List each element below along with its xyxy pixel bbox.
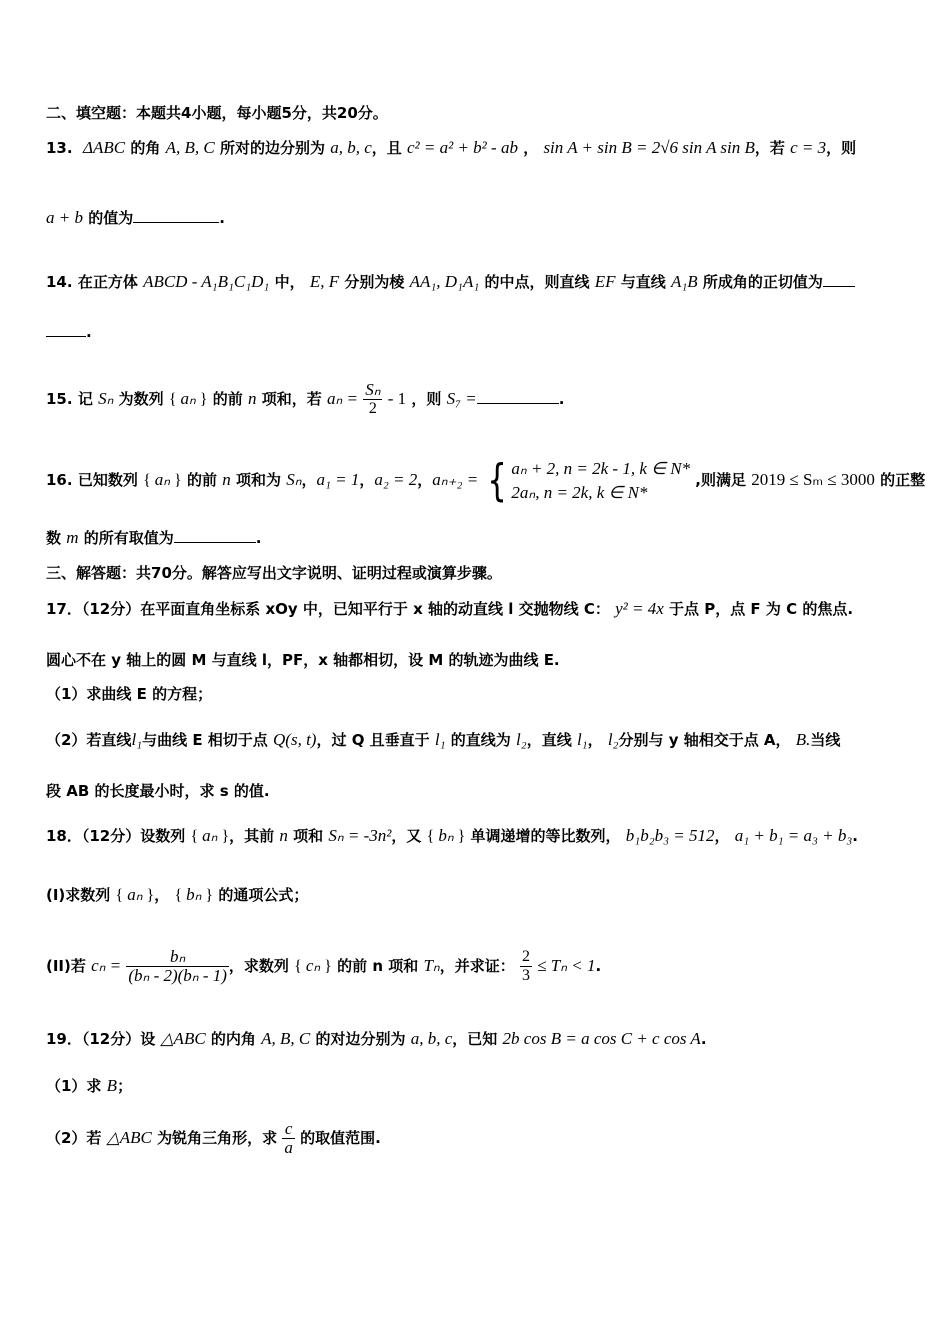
text: . bbox=[700, 1030, 707, 1048]
case-even: 2aₙ, n = 2k, k ∈ N* bbox=[511, 482, 648, 502]
math: a, b, c bbox=[330, 138, 372, 157]
denominator: 3 bbox=[521, 967, 530, 984]
text: ，直线 bbox=[526, 731, 572, 749]
text: 的正整 bbox=[880, 471, 926, 489]
text: 与曲线 E 相切于点 bbox=[142, 731, 268, 749]
text: 在正方体 bbox=[77, 273, 138, 291]
text: 的所有取值为 bbox=[83, 529, 174, 547]
math: l₂ bbox=[516, 730, 527, 749]
text: ， bbox=[301, 471, 317, 489]
math: Sₙ bbox=[286, 470, 302, 489]
math: a₁ + b₁ = a₃ + b₃ bbox=[734, 826, 853, 845]
question-19-line1 bbox=[46, 1029, 916, 1049]
text: 18．（12分）设数列 bbox=[46, 827, 186, 845]
question-17-part2-line1 bbox=[46, 730, 916, 750]
text: 的前 bbox=[186, 471, 217, 489]
question-number: 13. bbox=[46, 139, 73, 157]
math: a + b bbox=[46, 208, 83, 227]
question-13-line2 bbox=[46, 208, 916, 228]
text: 17．（12分）在平面直角坐标系 xOy 中，已知平行于 x 轴的动直线 l 交抛物线 C： bbox=[46, 600, 610, 618]
sequence-braces: { cₙ } bbox=[294, 956, 332, 975]
sequence-braces: { aₙ } bbox=[143, 470, 182, 489]
math: m bbox=[66, 528, 79, 547]
text: （2）若 bbox=[46, 1129, 102, 1147]
math: AA₁, D₁A₁ bbox=[409, 272, 480, 291]
question-13-line1 bbox=[46, 138, 916, 158]
math: cₙ = bbox=[91, 956, 122, 975]
text: 的前 n 项和 bbox=[337, 957, 419, 975]
question-17-line2: 圆心不在 y 轴上的圆 M 与直线 l，PF，x 轴都相切，设 M 的轨迹为曲线 E. bbox=[46, 651, 560, 669]
math: n bbox=[279, 826, 288, 845]
math: b₁b₂b₃ = 512 bbox=[625, 826, 715, 845]
math: sin A + sin B = 2√6 sin A sin B bbox=[543, 138, 755, 157]
section-header-solutions: 三、解答题：共70分。解答应写出文字说明、证明过程或演算步骤。 bbox=[46, 564, 502, 582]
math: n bbox=[247, 389, 257, 408]
question-18-part1 bbox=[46, 885, 916, 906]
answer-blank[interactable] bbox=[477, 391, 559, 404]
math: E, F bbox=[309, 272, 340, 291]
text: 项和为 bbox=[235, 471, 281, 489]
text: ，其前 bbox=[229, 827, 275, 845]
math: EF bbox=[594, 272, 616, 291]
sequence-braces: { aₙ } bbox=[190, 826, 230, 845]
question-number: 14. bbox=[46, 273, 73, 291]
text: ， bbox=[154, 886, 170, 904]
denominator: a bbox=[284, 1138, 293, 1157]
text: 的内角 bbox=[210, 1030, 256, 1048]
sequence-braces: { bₙ } bbox=[174, 885, 214, 904]
math: △ABC bbox=[106, 1128, 152, 1147]
math: a₁ = 1 bbox=[316, 470, 360, 489]
text: ，则 bbox=[411, 390, 442, 408]
math: l₁ bbox=[131, 730, 143, 749]
text: 19．（12分）设 bbox=[46, 1030, 156, 1048]
math: y² = 4x bbox=[615, 599, 664, 618]
text: 分别为棱 bbox=[344, 273, 405, 291]
text: ，又 bbox=[391, 827, 422, 845]
math: bₙ bbox=[438, 826, 454, 845]
question-17-part2-line2: 段 AB 的长度最小时，求 s 的值. bbox=[46, 782, 270, 800]
text: ， bbox=[714, 827, 730, 845]
text: ， bbox=[587, 731, 603, 749]
text: 已知数列 bbox=[77, 471, 138, 489]
text: ，过 Q 且垂直于 bbox=[316, 731, 430, 749]
text: . bbox=[852, 827, 858, 845]
question-15 bbox=[46, 381, 916, 418]
math: c = 3 bbox=[790, 138, 827, 157]
text: 为锐角三角形，求 bbox=[157, 1129, 278, 1147]
text: ， bbox=[523, 139, 539, 157]
text: ，且 bbox=[371, 139, 402, 157]
math: △ABC bbox=[160, 1029, 206, 1048]
math: ≤ Tₙ < 1 bbox=[537, 956, 596, 975]
question-16-line1 bbox=[46, 454, 926, 506]
math: l₁ bbox=[576, 730, 588, 749]
question-18-line1 bbox=[46, 826, 916, 847]
text: ，求数列 bbox=[228, 957, 289, 975]
sequence-braces: { bₙ } bbox=[426, 826, 466, 845]
text: (I)求数列 bbox=[46, 886, 111, 904]
math: c² = a² + b² - ab bbox=[407, 138, 518, 157]
text: 的通项公式； bbox=[218, 886, 309, 904]
text: 的直线为 bbox=[450, 731, 511, 749]
math: cₙ bbox=[305, 956, 321, 975]
question-17-part1: （1）求曲线 E 的方程； bbox=[46, 685, 213, 703]
text: 项和 bbox=[293, 827, 324, 845]
math: Sₙ = -3n² bbox=[328, 826, 392, 845]
math: l₁ bbox=[434, 730, 446, 749]
math: Tₙ bbox=[423, 956, 440, 975]
text: 为数列 bbox=[118, 390, 164, 408]
math: aₙ = bbox=[326, 389, 358, 408]
math: aₙ₊₂ = bbox=[432, 470, 479, 489]
numerator: c bbox=[282, 1120, 295, 1139]
piecewise-cases bbox=[511, 457, 690, 505]
case-odd: aₙ + 2, n = 2k - 1, k ∈ N* bbox=[511, 458, 691, 478]
text: 当线 bbox=[810, 731, 841, 749]
math: A₁B bbox=[671, 272, 698, 291]
math: B bbox=[106, 1076, 118, 1095]
text: 的角 bbox=[130, 139, 161, 157]
question-19-part2 bbox=[46, 1116, 916, 1160]
text: . bbox=[558, 390, 565, 408]
text: 与直线 bbox=[620, 273, 666, 291]
question-14-line2 bbox=[46, 322, 916, 342]
sequence-braces: { aₙ } bbox=[168, 389, 208, 408]
text: 所成角的正切值为 bbox=[702, 273, 823, 291]
math: ΔABC bbox=[83, 138, 126, 157]
text: ，并求证： bbox=[439, 957, 515, 975]
math: n bbox=[222, 470, 231, 489]
question-number: 15. bbox=[46, 390, 73, 408]
text: 数 bbox=[46, 529, 62, 547]
text: （1）求 bbox=[46, 1077, 102, 1095]
answer-blank[interactable] bbox=[823, 274, 855, 287]
text: ,则满足 bbox=[695, 471, 746, 489]
text: . bbox=[595, 957, 602, 975]
text: 的对边分别为 bbox=[315, 1030, 406, 1048]
text: . bbox=[219, 209, 225, 227]
fraction bbox=[126, 948, 229, 985]
math: 2019 ≤ Sₘ ≤ 3000 bbox=[751, 470, 875, 489]
math: aₙ bbox=[154, 470, 171, 489]
text: 分别与 y 轴相交于点 A， bbox=[618, 731, 791, 749]
section-header-fill-in: 二、填空题：本题共4小题，每小题5分，共20分。 bbox=[46, 104, 388, 122]
text: 记 bbox=[77, 390, 93, 408]
question-16-line2 bbox=[46, 528, 916, 548]
denominator: (bₙ - 2)(bₙ - 1) bbox=[128, 966, 227, 985]
text: 项和，若 bbox=[261, 390, 322, 408]
math: Sₙ bbox=[98, 389, 114, 408]
answer-blank[interactable] bbox=[46, 324, 86, 337]
text: 的值为 bbox=[88, 209, 134, 227]
math: A, B, C bbox=[165, 138, 215, 157]
math: ABCD - A₁B₁C₁D₁ bbox=[143, 272, 270, 291]
text: 单调递增的等比数列， bbox=[470, 827, 621, 845]
left-brace: { bbox=[487, 454, 508, 506]
text: ； bbox=[117, 1077, 133, 1095]
text: ，则 bbox=[826, 139, 857, 157]
sequence-braces: { aₙ } bbox=[115, 885, 155, 904]
text: 的中点，则直线 bbox=[484, 273, 590, 291]
text: 所对的边分别为 bbox=[219, 139, 325, 157]
math: aₙ bbox=[127, 885, 143, 904]
fraction bbox=[363, 381, 382, 418]
math: Q(s, t) bbox=[273, 730, 317, 749]
denominator: 2 bbox=[368, 400, 377, 417]
math: aₙ bbox=[180, 389, 196, 408]
text: ，已知 bbox=[452, 1030, 498, 1048]
answer-blank[interactable] bbox=[174, 530, 256, 543]
math: aₙ bbox=[202, 826, 218, 845]
math: l₂ bbox=[607, 730, 619, 749]
numerator: 2 bbox=[521, 948, 530, 965]
math: 2b cos B = a cos C + c cos A bbox=[502, 1029, 701, 1048]
question-18-part2 bbox=[46, 944, 916, 988]
text: (II)若 bbox=[46, 957, 86, 975]
math: S₇ = bbox=[446, 389, 477, 408]
text: 于点 P，点 F 为 C 的焦点. bbox=[668, 600, 854, 618]
text: . bbox=[86, 323, 92, 341]
math: a₂ = 2 bbox=[374, 470, 418, 489]
math: B. bbox=[795, 730, 811, 749]
numerator: bₙ bbox=[126, 948, 229, 967]
fraction bbox=[520, 948, 532, 985]
question-14-line1 bbox=[46, 272, 916, 292]
answer-blank[interactable] bbox=[133, 210, 219, 223]
question-17-line1 bbox=[46, 599, 916, 619]
math: - 1 bbox=[387, 389, 407, 408]
text: 的取值范围. bbox=[300, 1129, 381, 1147]
numerator: Sₙ bbox=[365, 380, 381, 399]
math: A, B, C bbox=[261, 1029, 311, 1048]
text: ， bbox=[359, 471, 375, 489]
text: ，若 bbox=[754, 139, 785, 157]
text: 中， bbox=[274, 273, 305, 291]
math: a, b, c bbox=[410, 1029, 453, 1048]
text: 的前 bbox=[212, 390, 243, 408]
math: bₙ bbox=[186, 885, 202, 904]
question-number: 16. bbox=[46, 471, 73, 489]
text: （2）若直线 bbox=[46, 731, 132, 749]
fraction bbox=[282, 1120, 295, 1157]
question-19-part1 bbox=[46, 1076, 916, 1096]
text: . bbox=[255, 529, 262, 547]
text: ， bbox=[417, 471, 433, 489]
